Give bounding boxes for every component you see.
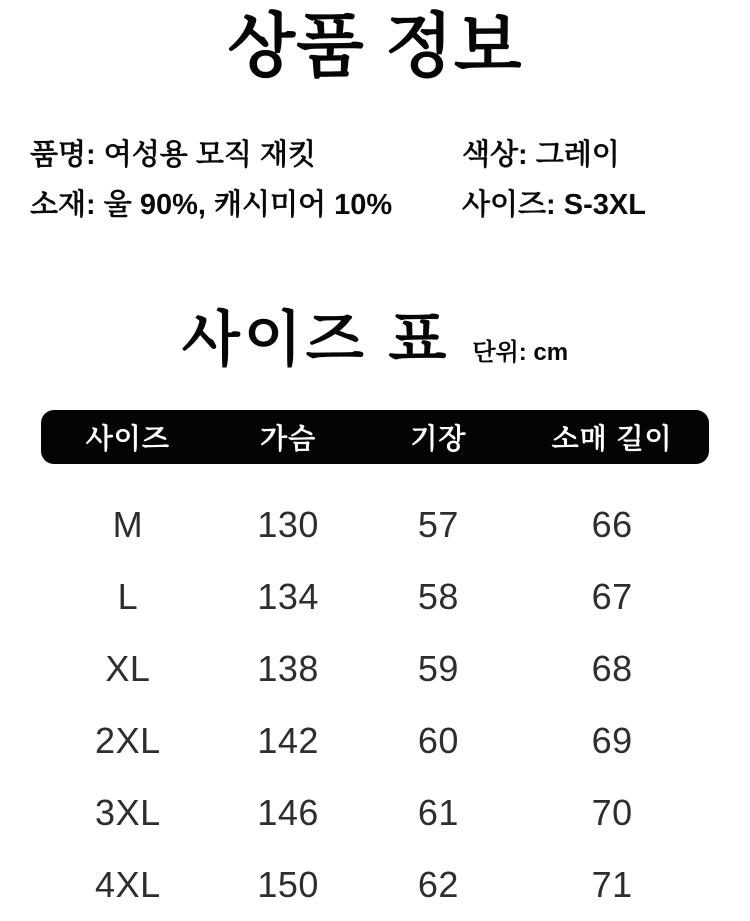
table-cell: 146 bbox=[257, 791, 319, 833]
table-cell: 4XL bbox=[95, 863, 161, 905]
size-table bbox=[41, 410, 709, 921]
field-label: 품명: bbox=[30, 138, 96, 171]
table-row bbox=[41, 489, 709, 561]
field-value: S-3XL bbox=[563, 188, 646, 221]
product-info-left-column bbox=[30, 130, 462, 230]
column-header: 가슴 bbox=[260, 422, 317, 454]
field-value: 그레이 bbox=[535, 138, 620, 171]
page-title: 상품 정보 bbox=[227, 7, 523, 85]
table-cell: 130 bbox=[257, 503, 319, 545]
table-cell: 66 bbox=[591, 503, 633, 545]
table-cell: 134 bbox=[257, 575, 319, 617]
column-header: 기장 bbox=[410, 422, 467, 454]
table-cell: 61 bbox=[417, 791, 459, 833]
table-row bbox=[41, 633, 709, 705]
product-field-name bbox=[30, 130, 462, 180]
size-chart-title: 사이즈 표 bbox=[181, 305, 451, 373]
table-cell: 62 bbox=[417, 863, 459, 905]
table-cell: 3XL bbox=[95, 791, 161, 833]
field-label: 소재: bbox=[30, 188, 96, 221]
table-row bbox=[41, 561, 709, 633]
table-cell: 57 bbox=[417, 503, 459, 545]
product-field-size bbox=[462, 180, 750, 230]
table-cell: 70 bbox=[591, 791, 633, 833]
table-row bbox=[41, 777, 709, 849]
table-cell: 142 bbox=[257, 719, 319, 761]
table-cell: 59 bbox=[417, 647, 459, 689]
size-chart-title-row bbox=[0, 292, 750, 378]
table-row bbox=[41, 705, 709, 777]
product-info-section bbox=[0, 130, 750, 230]
size-table-body bbox=[41, 489, 709, 921]
table-cell: M bbox=[112, 503, 144, 545]
table-cell: 71 bbox=[591, 863, 633, 905]
table-cell: L bbox=[117, 575, 139, 617]
product-info-right-column bbox=[462, 130, 750, 230]
size-chart-unit-label: 단위: cm bbox=[472, 338, 569, 366]
table-cell: 68 bbox=[591, 647, 633, 689]
table-cell: 60 bbox=[417, 719, 459, 761]
product-field-material bbox=[30, 180, 462, 230]
table-row bbox=[41, 849, 709, 921]
column-header: 소매 길이 bbox=[551, 422, 673, 454]
field-value: 울 90%, 캐시미어 10% bbox=[103, 188, 393, 221]
product-field-color bbox=[462, 130, 750, 180]
table-cell: 150 bbox=[257, 863, 319, 905]
table-cell: 2XL bbox=[95, 719, 161, 761]
column-header: 사이즈 bbox=[85, 422, 170, 454]
table-cell: 58 bbox=[417, 575, 459, 617]
table-cell: 67 bbox=[591, 575, 633, 617]
size-table-header bbox=[41, 410, 709, 464]
table-cell: 138 bbox=[257, 647, 319, 689]
field-label: 색상: bbox=[462, 138, 528, 171]
table-cell: XL bbox=[105, 647, 151, 689]
table-cell: 69 bbox=[591, 719, 633, 761]
field-value: 여성용 모직 재킷 bbox=[103, 138, 316, 171]
field-label: 사이즈: bbox=[462, 188, 556, 221]
